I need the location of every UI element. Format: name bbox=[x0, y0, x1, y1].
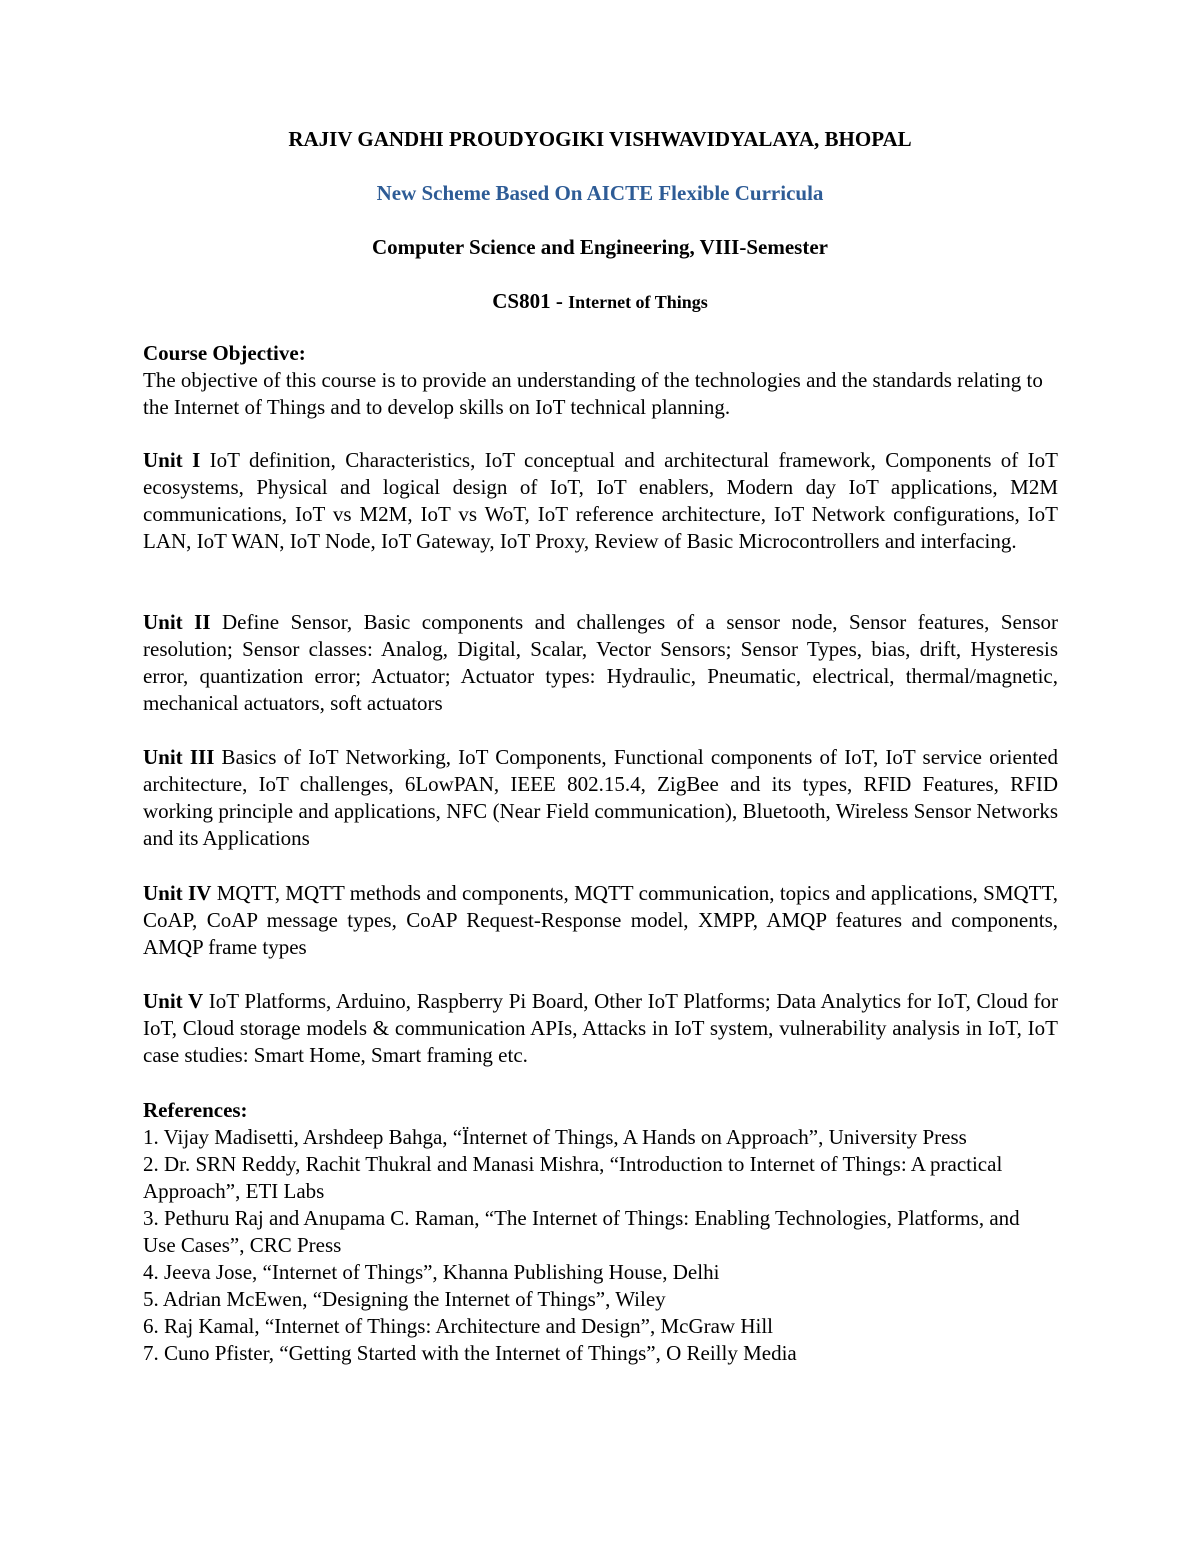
scheme-title: New Scheme Based On AICTE Flexible Curricula bbox=[376, 181, 824, 205]
unit-section bbox=[143, 988, 1058, 1069]
unit-section bbox=[143, 744, 1058, 852]
course-objective-text: The objective of this course is to provide an understanding of the technologies and the standards relating to the Internet of Things and to develop skills on IoT technical planning. bbox=[143, 368, 1043, 419]
unit-label: Unit III bbox=[143, 745, 215, 769]
unit-section bbox=[143, 609, 1058, 717]
course-code: CS801 bbox=[492, 289, 551, 313]
references-section bbox=[143, 1097, 1048, 1367]
course-separator: - bbox=[550, 289, 569, 313]
reference-item: 1. Vijay Madisetti, Arshdeep Bahga, “Ïnternet of Things, A Hands on Approach”, University Press bbox=[143, 1125, 967, 1149]
unit-label: Unit II bbox=[143, 610, 211, 634]
course-objective-section bbox=[143, 340, 1058, 421]
course-name: Internet of Things bbox=[568, 292, 708, 312]
unit-label: Unit V bbox=[143, 989, 204, 1013]
program-title: Computer Science and Engineering, VIII-Semester bbox=[372, 235, 828, 259]
reference-item: 3. Pethuru Raj and Anupama C. Raman, “The Internet of Things: Enabling Technologies, Platforms, and Use Cases”, CRC Press bbox=[143, 1206, 1020, 1257]
course-objective-heading: Course Objective: bbox=[143, 341, 306, 365]
university-title: RAJIV GANDHI PROUDYOGIKI VISHWAVIDYALAYA, BHOPAL bbox=[288, 127, 912, 151]
unit-text: Basics of IoT Networking, IoT Components, Functional components of IoT, IoT service oriented architecture, IoT challenges, 6LowPAN, IEEE 802.15.4, ZigBee and its types, RFID Features, RFID working principle and applications, NFC (Near Field communication), Bluetooth, Wireless Sensor Networks and its Applications bbox=[143, 745, 1058, 850]
reference-item: 7. Cuno Pfister, “Getting Started with the Internet of Things”, O Reilly Media bbox=[143, 1341, 797, 1365]
course-title bbox=[0, 288, 1200, 315]
unit-section bbox=[143, 880, 1058, 961]
reference-item: 2. Dr. SRN Reddy, Rachit Thukral and Manasi Mishra, “Introduction to Internet of Things: A practical Approach”, ETI Labs bbox=[143, 1152, 1003, 1203]
reference-item: 4. Jeeva Jose, “Internet of Things”, Khanna Publishing House, Delhi bbox=[143, 1260, 720, 1284]
references-heading: References: bbox=[143, 1098, 248, 1122]
reference-item: 6. Raj Kamal, “Internet of Things: Architecture and Design”, McGraw Hill bbox=[143, 1314, 774, 1338]
unit-label: Unit I bbox=[143, 448, 201, 472]
reference-item: 5. Adrian McEwen, “Designing the Internet of Things”, Wiley bbox=[143, 1287, 666, 1311]
unit-label: Unit IV bbox=[143, 881, 212, 905]
unit-section bbox=[143, 447, 1058, 555]
unit-text: MQTT, MQTT methods and components, MQTT communication, topics and applications, SMQTT, CoAP, CoAP message types, CoAP Request-Response model, XMPP, AMQP features and components, AMQP frame types bbox=[143, 881, 1058, 959]
unit-text: IoT Platforms, Arduino, Raspberry Pi Board, Other IoT Platforms; Data Analytics for IoT, Cloud for IoT, Cloud storage models & communication APIs, Attacks in IoT system, vulnerability analysis in IoT, IoT case studies: Smart Home, Smart framing etc. bbox=[143, 989, 1058, 1067]
unit-text: IoT definition, Characteristics, IoT conceptual and architectural framework, Components of IoT ecosystems, Physical and logical design of IoT, IoT enablers, Modern day IoT applications, M2M communications, IoT vs M2M, IoT vs WoT, IoT reference architecture, IoT Network configurations, IoT LAN, IoT WAN, IoT Node, IoT Gateway, IoT Proxy, Review of Basic Microcontrollers and interfacing. bbox=[143, 448, 1058, 553]
unit-text: Define Sensor, Basic components and challenges of a sensor node, Sensor features, Sensor resolution; Sensor classes: Analog, Digital, Scalar, Vector Sensors; Sensor Types, bias, drift, Hysteresis error, quantization error; Actuator; Actuator types: Hydraulic, Pneumatic, electrical, thermal/magnetic, mechanical actuators, soft actuators bbox=[143, 610, 1058, 715]
